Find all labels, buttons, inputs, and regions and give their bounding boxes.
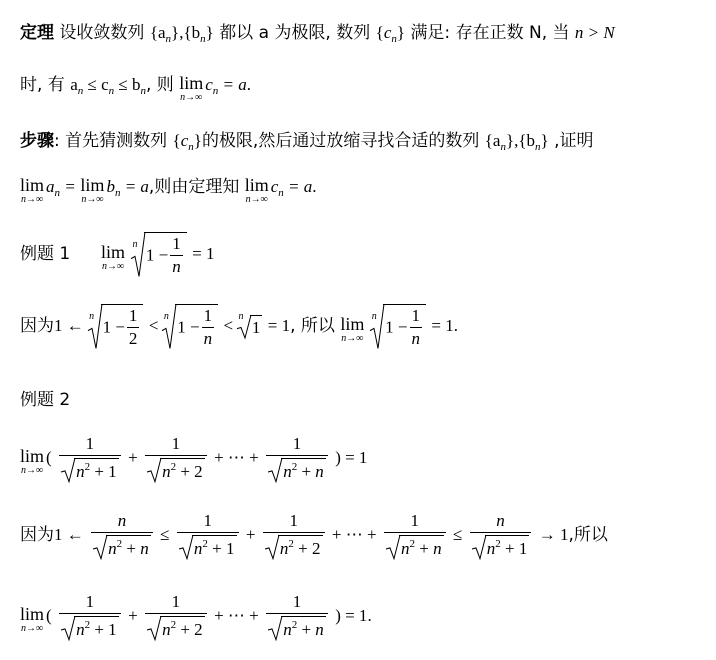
squeeze-inequality: $a_n \le c_n \le b_n$: [70, 75, 146, 97]
limit-symbol: lim n→∞: [179, 73, 204, 103]
steps-line-2: lim n→∞ $a_n$ = lim n→∞ $b_n = a$,则由定理知 lim n→∞ $c_n = a$.: [20, 175, 317, 205]
theorem-text-2: 都以 a 为极限, 数列: [219, 23, 371, 43]
theorem-text-4: 时, 有: [20, 75, 65, 95]
limit-symbol: lim n→∞: [340, 314, 365, 345]
example2-formula: lim n→∞ ( $\frac{1}{n^2 + 1}$ + $\frac{1}{n^2 + 2}$ + ⋯ + $\frac{1}{n^2 + n}$ ) = 1: [20, 434, 368, 481]
example2-reasoning: 因为1 ← $\frac{n}{n^2 + n}$ ≤ $\frac{1}{n^2 + 1}$ + $\frac{1}{n^2 + 2}$ + ⋯ + $\frac{1}{n^2 + n}$ ≤ $\frac{n}{n^2 + 1}$ → 1,所以: [20, 511, 608, 558]
seq-a-b-2: $\{a_n\},\{b_n\}$: [484, 131, 549, 153]
fraction: $\frac{n}{n^2 + n}$: [91, 512, 153, 558]
fraction: $\frac{1}{n^2 + 1}$: [177, 512, 239, 558]
limit-symbol: lim n→∞: [101, 242, 126, 273]
end-1: .: [453, 316, 459, 336]
limit-symbol: lim n→∞: [20, 175, 45, 205]
theorem-line-1: [20, 18, 615, 45]
limit-c: $c_n = a$: [270, 177, 313, 199]
seq-c: $\{c_n\}$: [375, 23, 406, 45]
nth-root: 1 − $\frac{1}{n}$: [370, 304, 426, 348]
theorem-text-3: 满足: 存在正数 N, 当: [410, 23, 570, 43]
fraction: $\frac{1}{n^2 + 2}$: [263, 512, 325, 558]
nth-root: 1 − $\frac{1}{2}$: [88, 304, 144, 348]
seq-a-b: $\{a_n\},\{b_n\}$: [149, 23, 214, 45]
limit-symbol: lim n→∞: [80, 175, 105, 205]
fraction: $\frac{1}{n^2 + n}$: [266, 593, 328, 639]
so-1: , 所以: [290, 316, 335, 337]
limit-symbol: lim n→∞: [20, 446, 45, 477]
nth-root: 1: [237, 315, 263, 338]
theorem-line-2: [20, 70, 251, 103]
example2-title: 例题 2: [20, 390, 71, 410]
fraction: $\frac{1}{n^2 + n}$: [266, 435, 328, 481]
limit-b: $b_n = a$: [106, 177, 149, 199]
example2-title-line: [20, 385, 70, 410]
steps-line-1: [20, 126, 594, 153]
example2-conclusion: lim n→∞ ( $\frac{1}{n^2 + 1}$ + $\frac{1}{n^2 + 2}$ + ⋯ + $\frac{1}{n^2 + n}$ ) = 1.: [20, 592, 372, 639]
fraction: $\frac{1}{n^2 + 2}$: [145, 435, 207, 481]
fraction: $\frac{1}{n^2 + 2}$: [145, 593, 207, 639]
fraction: $\frac{1}{n^2 + n}$: [384, 512, 446, 558]
example1-line: 例题 1 lim n→∞ $^n$ 1 − $\frac{1}{n}$ = 1: [20, 234, 215, 276]
steps-text-3: ,证明: [554, 131, 594, 151]
because-2: 因为: [20, 525, 54, 546]
nth-root: 1 − $\frac{1}{n}$: [162, 304, 218, 348]
end-2: .: [367, 606, 372, 626]
theorem-text-5: , 则: [146, 75, 174, 95]
seq-c-2: $\{c_n\}$: [172, 131, 202, 153]
limit-expr: $c_n = a$: [205, 75, 247, 97]
limit-a: $a_n$: [46, 177, 61, 199]
example1-title: 例题 1: [20, 244, 71, 265]
because-1: 因为: [20, 316, 54, 337]
limit-symbol: lim n→∞: [20, 604, 45, 635]
steps-end: .: [312, 177, 317, 196]
fraction: $\frac{n}{n^2 + 1}$: [470, 512, 532, 558]
limit-symbol: lim n→∞: [244, 175, 269, 205]
n-gt-N: n > N: [574, 23, 615, 42]
so-2: ,所以: [568, 525, 608, 546]
steps-text-2: 的极限,然后通过放缩寻找合适的数列: [201, 131, 480, 151]
nth-root: 1 − $\frac{1}{n}$: [131, 232, 187, 276]
steps-text-4: ,则由定理知: [148, 177, 240, 197]
fraction: $\frac{1}{n^2 + 1}$: [59, 435, 121, 481]
steps-text-1: : 首先猜测数列: [54, 131, 168, 151]
theorem-end: .: [246, 75, 252, 94]
steps-label: 步骤: [20, 131, 54, 151]
theorem-label: 定理: [20, 23, 54, 43]
fraction: $\frac{1}{n^2 + 1}$: [59, 593, 121, 639]
example1-reasoning: 因为1 ← $^n$ 1 − $\frac{1}{2}$ < $^n$ 1 − $\frac{1}{n}$ < $^n$ 1 = 1, 所以 lim n→∞ $^n$ 1 − $\frac{1}{n}$ = 1.: [20, 306, 459, 348]
theorem-text-1: 设收敛数列: [59, 23, 145, 43]
